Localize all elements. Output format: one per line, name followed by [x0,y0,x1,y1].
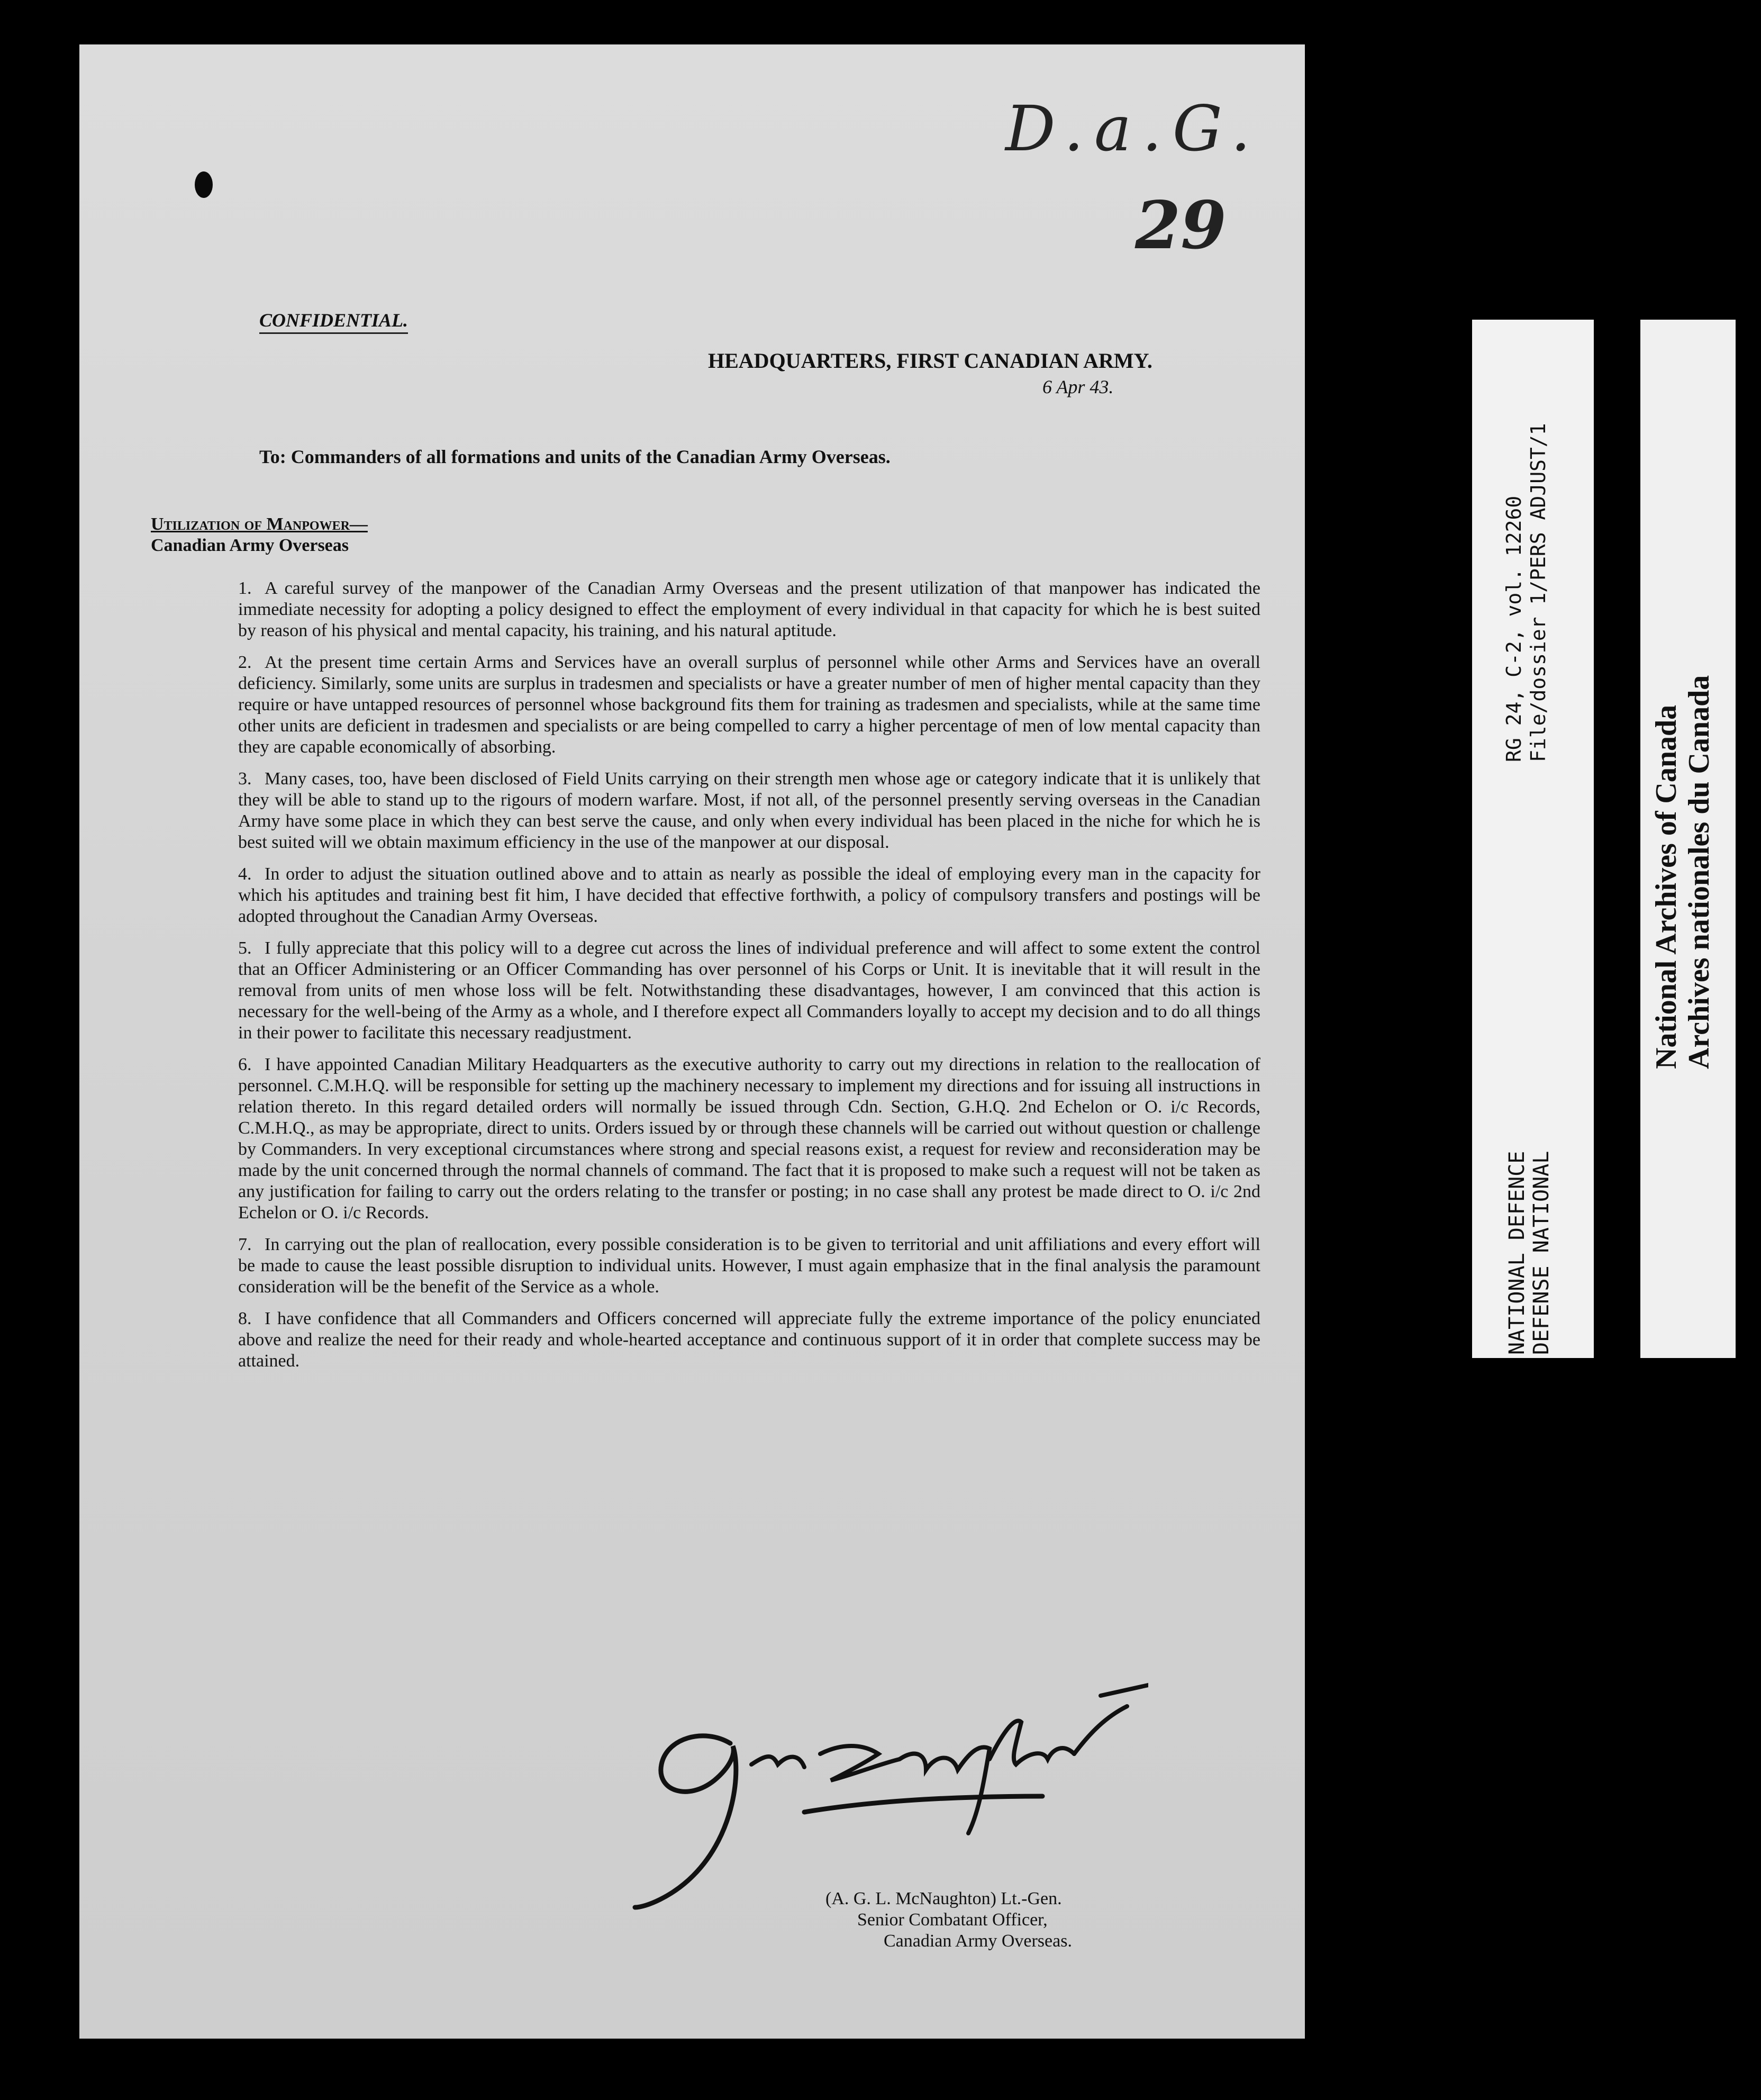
paragraph-7 [238,1234,1260,1298]
paragraph-1 [238,578,1260,641]
paragraph-text: In carrying out the plan of reallocation, every possible consideration is to be given to territorial and unit affiliations and every effort will be made to cause the least possible disruption to individual units. However, I must again emphasize that in the final analysis the paramount consideration will be the benefit of the Service as a whole. [238,1235,1260,1297]
classification-label: CONFIDENTIAL. [259,309,408,334]
paragraph-5 [238,938,1260,1044]
paragraph-text: In order to adjust the situation outlined above and to attain as nearly as possible the ideal of employing every man in the capacity for which his aptitudes and training best fit him, I have decided that effective forthwith, a policy of compulsory transfers and postings will be adopted throughout the Canadian Army Overseas. [238,864,1260,926]
document-page [79,44,1305,2039]
paragraph-number: 1. [238,578,252,598]
archive-department-text [1505,1151,1554,1355]
paragraph-8 [238,1308,1260,1372]
paragraph-text: I fully appreciate that this policy will to a degree cut across the lines of individual preference and will affect to some extent the control that an Officer Administering or an Officer Commanding has over personnel of his Corps or Unit. It is inevitable that it will result in the removal from units of men whose loss will be felt. Notwithstanding these disadvantages, however, I am convinced that this action is necessary for the well-being of the Army as a whole, and I therefore expect all Commanders loyally to accept my decision and to do all things in their power to facilitate this necessary readjustment. [238,938,1260,1043]
signatory-title: Senior Combatant Officer, [857,1910,1048,1930]
paragraph-number: 8. [238,1309,252,1328]
reference-line-1: RG 24, C-2, vol. 12260 [1502,495,1526,762]
document-date: 6 Apr 43. [1042,376,1114,397]
archives-line-1: National Archives of Canada [1650,704,1683,1069]
addressee-line: To: Commanders of all formations and units of the Canadian Army Overseas. [259,446,891,467]
paragraph-number: 6. [238,1055,252,1074]
paragraph-6 [238,1054,1260,1224]
paragraph-number: 5. [238,938,252,958]
signatory-organization: Canadian Army Overseas. [884,1931,1072,1951]
paragraph-text: I have appointed Canadian Military Headquarters as the executive authority to carry out my directions in relation to the reallocation of personnel. C.M.H.Q. will be responsible for setting up the machinery necessary to implement my directions and for issuing all instructions in relation thereto. In this regard detailed orders will normally be issued through Cdn. Section, G.H.Q. 2nd Echelon or O. i/c Records, C.M.H.Q., as may be appropriate, direct to units. Orders issued by or through these channels will be carried out without question or challenge by Commanders. In very exceptional circumstances where strong and special reasons exist, a request for review and reconsideration may be made by the unit concerned through the normal channels of command. The fact that it is proposed to make such a request will not be taken as any justification for failing to carry out the orders relating to the transfer or posting; in no case shall any protest be made direct to O. i/c 2nd Echelon or O. i/c Records. [238,1055,1260,1223]
handwritten-signature [630,1674,1148,1918]
paragraph-text: Many cases, too, have been disclosed of Field Units carrying on their strength men whose age or category indicate that it is unlikely that they will be able to stand up to the rigours of modern warfare. Most, if not all, of the personnel presently serving overseas in the Canadian Army have some place in which they can best serve the cause, and only when every individual has been placed in the niche for which he is best suited will we obtain maximum efficiency in the use of the manpower at our disposal. [238,769,1260,852]
paragraph-number: 7. [238,1235,252,1254]
strip-divider [1598,320,1640,1358]
signatory-name: (A. G. L. McNaughton) Lt.-Gen. [825,1889,1062,1908]
paragraph-4 [238,864,1260,927]
paragraph-number: 2. [238,653,252,672]
handwritten-initials: D.a.G. [1005,92,1261,165]
paragraph-number: 3. [238,769,252,789]
archives-line-2: Archives nationales du Canada [1683,675,1715,1069]
handwritten-page-number: 29 [1135,187,1227,264]
paragraph-number: 4. [238,864,252,884]
subject-line-1: Utilization of Manpower— [151,514,368,534]
paragraph-2 [238,652,1260,758]
reference-line-2: File/dossier 1/PERS ADJUST/1 [1527,423,1550,762]
punch-hole-mark [195,171,213,198]
paragraph-text: I have confidence that all Commanders and Officers concerned will appreciate fully the extreme importance of the policy enunciated above and realize the need for their ready and whole-hearted acceptance and continuous support of it in order that complete success may be attained. [238,1309,1260,1371]
department-line-2: DEFENSE NATIONAL [1529,1151,1554,1355]
archives-name-text [1650,675,1715,1069]
paragraph-text: A careful survey of the manpower of the Canadian Army Overseas and the present utilization of that manpower has indicated the immediate necessity for adopting a policy designed to effect the employment of every individual in that capacity for which he is best suited by reason of his physical and mental capacity, his training, and his natural aptitude. [238,578,1260,640]
archive-reference-text [1502,423,1550,762]
paragraph-text: At the present time certain Arms and Services have an overall surplus of personnel while other Arms and Services have an overall deficiency. Similarly, some units are surplus in tradesmen and specialists or have a greater number of men of higher mental capacity than they require or have untapped resources of personnel whose background fits them for training as tradesmen and specialists, while at the same time other units are deficient in tradesmen and specialists or are being compelled to carry a higher percentage of men of low mental capacity than they are capable economically of absorbing. [238,653,1260,757]
headquarters-title: HEADQUARTERS, FIRST CANADIAN ARMY. [708,349,1152,373]
department-line-1: NATIONAL DEFENCE [1505,1151,1529,1355]
paragraph-3 [238,768,1260,853]
subject-line-2: Canadian Army Overseas [151,536,349,555]
letter-body [238,578,1260,1382]
